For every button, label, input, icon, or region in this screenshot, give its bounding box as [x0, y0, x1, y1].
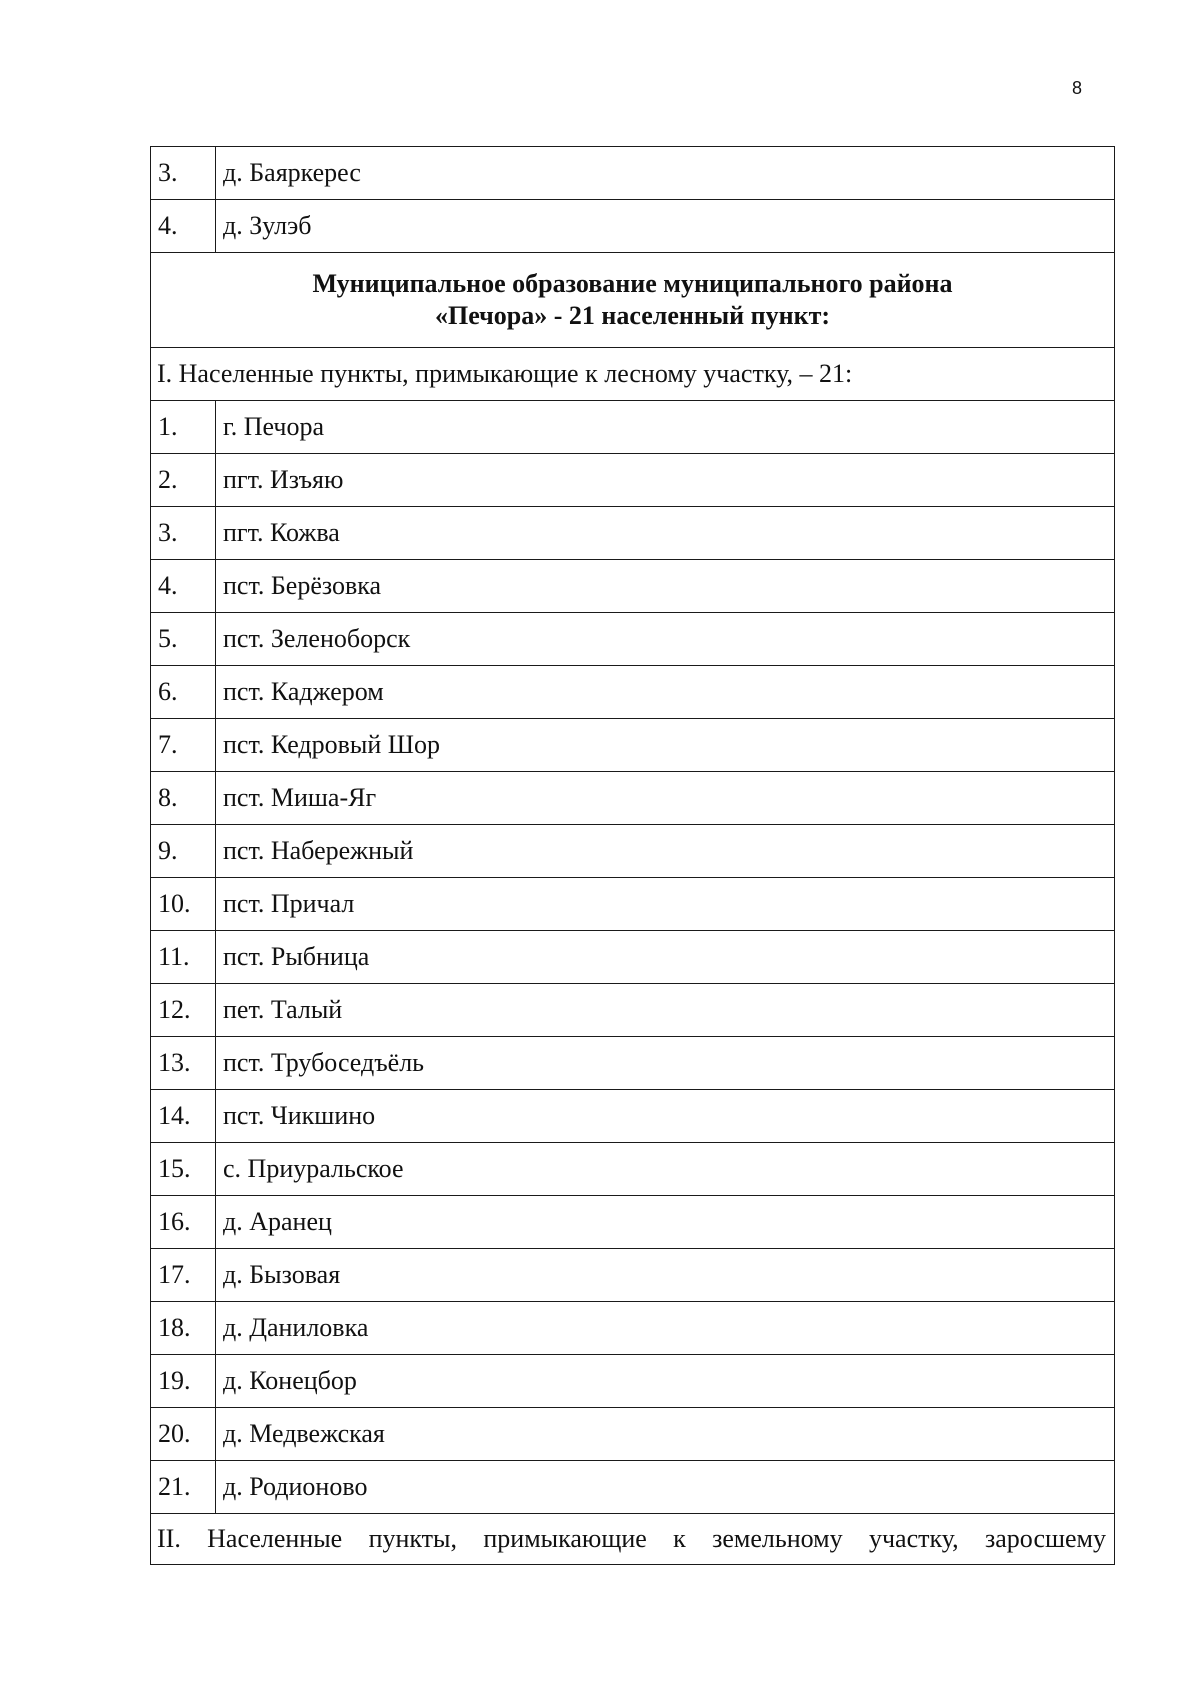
row-number: 7.: [151, 719, 216, 772]
table-row: [151, 984, 1115, 1037]
settlement-name: пст. Берёзовка: [216, 560, 1115, 613]
table-row: [151, 772, 1115, 825]
row-number: 10.: [151, 878, 216, 931]
table-row: [151, 613, 1115, 666]
municipality-header-line2: «Печора» - 21 населенный пункт:: [434, 301, 830, 330]
settlement-name: пст. Рыбница: [216, 931, 1115, 984]
settlement-name: д. Даниловка: [216, 1302, 1115, 1355]
table-row: [151, 1037, 1115, 1090]
settlement-name: д. Зулэб: [216, 200, 1115, 253]
settlement-name: с. Приуральское: [216, 1143, 1115, 1196]
row-number: 17.: [151, 1249, 216, 1302]
row-number: 4.: [151, 560, 216, 613]
page-number: 8: [1072, 78, 1083, 98]
table-row: [151, 1090, 1115, 1143]
row-number: 15.: [151, 1143, 216, 1196]
settlements-table: [150, 146, 1115, 1565]
table-row: [151, 401, 1115, 454]
row-number: 3.: [151, 147, 216, 200]
settlement-name: д. Родионово: [216, 1461, 1115, 1514]
settlement-name: пгт. Кожва: [216, 507, 1115, 560]
table-row: [151, 719, 1115, 772]
row-number: 16.: [151, 1196, 216, 1249]
table-row: [151, 507, 1115, 560]
settlement-name: пст. Миша-Яг: [216, 772, 1115, 825]
settlement-name: пст. Каджером: [216, 666, 1115, 719]
row-number: 14.: [151, 1090, 216, 1143]
settlement-name: д. Аранец: [216, 1196, 1115, 1249]
row-number: 6.: [151, 666, 216, 719]
settlement-name: пст. Причал: [216, 878, 1115, 931]
table-row: [151, 1249, 1115, 1302]
municipality-header-row: [151, 253, 1115, 348]
municipality-header: [151, 253, 1115, 348]
table-row: [151, 1461, 1115, 1514]
section-heading: I. Населенные пункты, примыкающие к лесному участку, – 21:: [151, 348, 1115, 401]
settlement-name: пст. Чикшино: [216, 1090, 1115, 1143]
table-row: [151, 200, 1115, 253]
table-row: [151, 1143, 1115, 1196]
settlement-name: пст. Трубоседъёль: [216, 1037, 1115, 1090]
row-number: 12.: [151, 984, 216, 1037]
row-number: 20.: [151, 1408, 216, 1461]
table-row: [151, 666, 1115, 719]
table-row: [151, 1408, 1115, 1461]
row-number: 18.: [151, 1302, 216, 1355]
table-row: [151, 1355, 1115, 1408]
municipality-header-line1: Муниципальное образование муниципального района: [312, 269, 953, 299]
row-number: 5.: [151, 613, 216, 666]
row-number: 11.: [151, 931, 216, 984]
settlement-name: г. Печора: [216, 401, 1115, 454]
settlement-name: д. Медвежская: [216, 1408, 1115, 1461]
settlement-name: пст. Зеленоборск: [216, 613, 1115, 666]
table-row: [151, 147, 1115, 200]
table-row: [151, 931, 1115, 984]
section-heading-row: [151, 1514, 1115, 1565]
row-number: 1.: [151, 401, 216, 454]
row-number: 8.: [151, 772, 216, 825]
row-number: 21.: [151, 1461, 216, 1514]
row-number: 4.: [151, 200, 216, 253]
settlement-name: пст. Набережный: [216, 825, 1115, 878]
row-number: 2.: [151, 454, 216, 507]
table-row: [151, 825, 1115, 878]
settlement-name: пет. Талый: [216, 984, 1115, 1037]
table-row: [151, 1196, 1115, 1249]
section-heading: II. Населенные пункты, примыкающие к земельному участку, заросшему: [151, 1514, 1115, 1565]
settlement-name: пст. Кедровый Шор: [216, 719, 1115, 772]
table-row: [151, 454, 1115, 507]
row-number: 9.: [151, 825, 216, 878]
settlement-name: д. Бызовая: [216, 1249, 1115, 1302]
settlement-name: д. Конецбор: [216, 1355, 1115, 1408]
table-row: [151, 878, 1115, 931]
row-number: 3.: [151, 507, 216, 560]
settlement-name: д. Баяркерес: [216, 147, 1115, 200]
section-heading-row: [151, 348, 1115, 401]
table-row: [151, 1302, 1115, 1355]
table-row: [151, 560, 1115, 613]
row-number: 19.: [151, 1355, 216, 1408]
settlement-name: пгт. Изъяю: [216, 454, 1115, 507]
row-number: 13.: [151, 1037, 216, 1090]
